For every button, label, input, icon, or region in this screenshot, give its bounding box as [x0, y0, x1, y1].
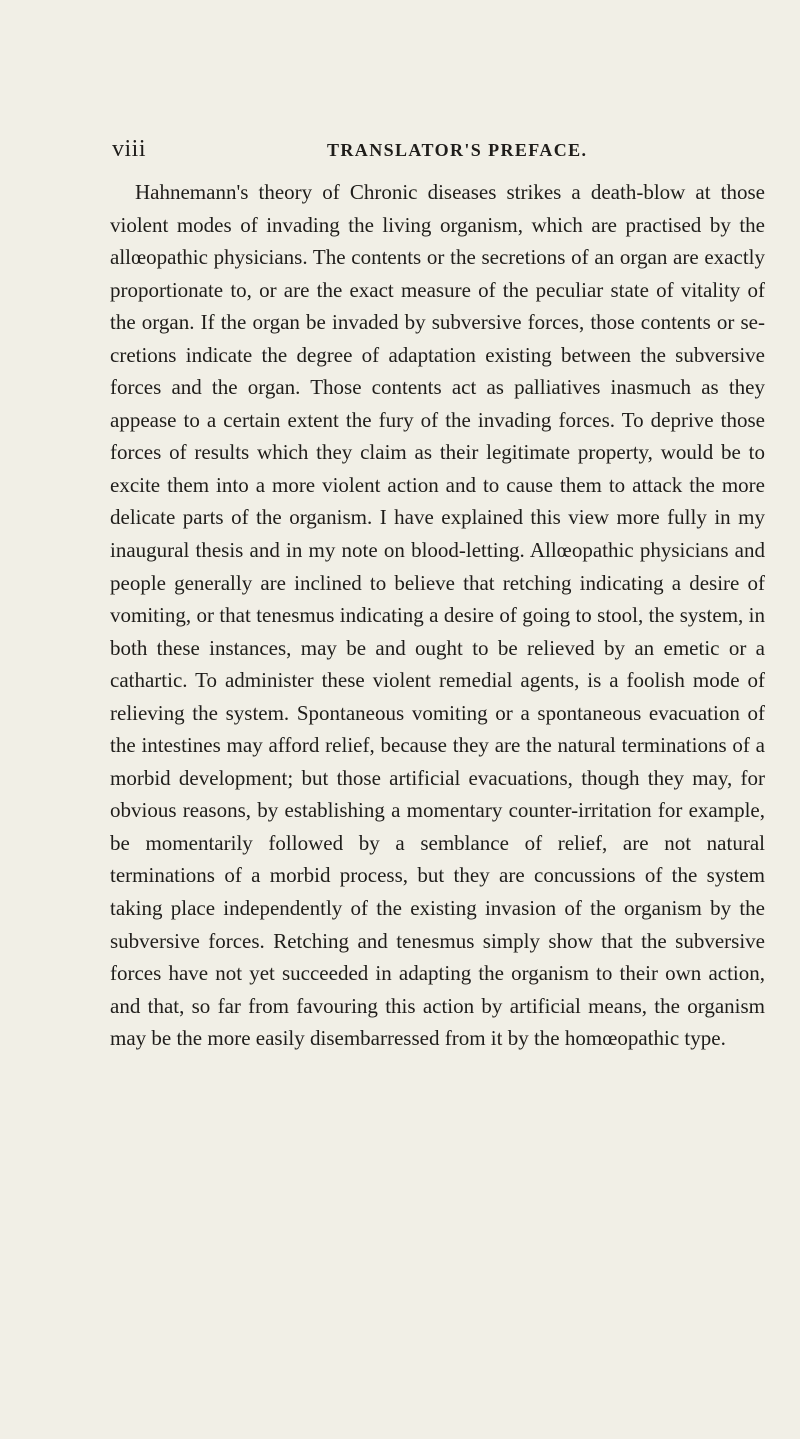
running-head: TRANSLATOR'S PREFACE.	[327, 140, 588, 160]
page-number: viii	[112, 136, 147, 162]
body-paragraph: Hahnemann's theory of Chronic diseases strikes a death-blow at those violent modes of invading the living organism, which are practised by the allœopathic physicians. The contents or the secretions of an organ are exactly proportionate to, or are the exact measure of the peculiar state of vitality of the organ. If the organ be invaded by subversive forces, those contents or secretions indicate the degree of adaptation existing between the subversive forces and the organ. Those contents act as palliatives inasmuch as they appease to a certain extent the fury of the invading forces. To deprive those forces of results which they claim as their legitimate property, would be to excite them into a more violent action and to cause them to attack the more delicate parts of the organism. I have explained this view more fully in my inaugural thesis and in my note on blood-letting. Allœopathic physicians and people generally are inclined to believe that retching indicating a desire of vomiting, or that tenesmus indicating a desire of going to stool, the system, in both these instances, may be and ought to be relieved by an emetic or a cathartic. To administer these violent remedial agents, is a foolish mode of relieving the system. Spontaneous vomiting or a spontaneous evacuation of the intestines may afford relief, because they are the natural terminations of a morbid development; but those artificial evacuations, though they may, for obvious reasons, by establishing a momentary counter-irritation for example, be momentarily followed by a semblance of relief, are not natural terminations of a morbid process, but they are concussions of the system taking place independently of the existing invasion of the organism by the subversive forces. Retching and tenesmus simply show that the subversive forces have not yet succeeded in adapting the organism to their own action, and that, so far from favouring this action by artificial means, the organism may be the more easily disembarressed from it by the homœopathic type.	[110, 180, 765, 1051]
page-header	[112, 134, 762, 164]
